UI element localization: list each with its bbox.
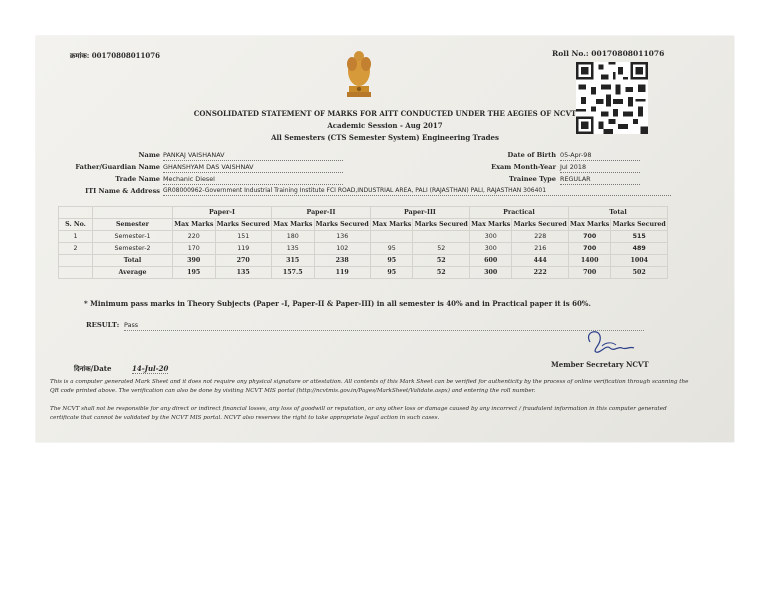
max-marks-header: Max Marks (173, 219, 216, 231)
header-blank (93, 207, 173, 219)
result-value: Pass (124, 321, 139, 329)
max-marks-header: Max Marks (370, 219, 413, 231)
marks-cell: 220 (173, 231, 216, 243)
marks-cell: 228 (512, 231, 568, 243)
trainee-label: Trainee Type (509, 175, 556, 183)
sno-cell: 1 (59, 231, 93, 243)
marks-cell: 238 (314, 255, 370, 267)
exam-label: Exam Month-Year (491, 163, 556, 171)
marks-cell: 444 (512, 255, 568, 267)
marks-secured-header: Marks Secured (413, 219, 469, 231)
marks-cell: 157.5 (271, 267, 314, 279)
exam-month-year: Jul 2018 (560, 163, 640, 173)
marks-cell: 300 (469, 267, 512, 279)
marks-cell: 700 (568, 243, 611, 255)
marks-cell: 95 (370, 243, 413, 255)
max-marks-header: Max Marks (271, 219, 314, 231)
marks-cell: 195 (173, 267, 216, 279)
issue-date: 14-Jul-20 (132, 364, 169, 373)
member-secretary: Member Secretary NCVT (551, 360, 649, 369)
marks-secured-header: Marks Secured (611, 219, 668, 231)
marks-cell: 52 (413, 255, 469, 267)
marks-cell: 95 (370, 267, 413, 279)
marks-cell: 315 (271, 255, 314, 267)
max-marks-header: Max Marks (469, 219, 512, 231)
sno-header: S. No. (59, 219, 93, 231)
total-label: Total (93, 255, 173, 267)
marks-cell (413, 231, 469, 243)
marks-cell: 270 (215, 255, 271, 267)
iti-address: GR08000962-Government Industrial Training Institute FCI ROAD,INDUSTRIAL AREA, PALI (RAJASTHAN) PALI, RAJASTHAN 306401 (163, 187, 671, 196)
group-total: Total (568, 207, 667, 219)
date-of-birth: 05-Apr-98 (560, 151, 640, 161)
disclaimer-verification: This is a computer generated Mark Sheet and it does not require any physical signature or attestation. All contents of this Mark Sheet can be verified for authenticity by the process of online verification through scanning the QR code printed above. The verification can also be done by visiting NCVT MIS portal (http://ncvtmis.gov.in/Pages/MarkSheet/Validate.aspx) and entering the roll number. (50, 379, 689, 394)
marks-cell: 700 (568, 267, 611, 279)
marks-cell: 515 (611, 231, 668, 243)
father-label: Father/Guardian Name (75, 163, 160, 171)
semester-system: All Semesters (CTS Semester System) Engineering Trades (271, 133, 499, 142)
disclaimer-liability: The NCVT shall not be responsible for any direct or indirect financial losses, any loss of goodwill or reputation, or any other loss or damage caused by any incorrect / fraudulent information in this computer generated certificate that cannot be validated by the NCVT MIS portal. NCVT also reserves the right to take appropriate legal action in such cases. (50, 406, 667, 421)
father-name: GHANSHYAM DAS VAISHNAV (163, 163, 343, 173)
marks-cell: 390 (173, 255, 216, 267)
marks-cell: 151 (215, 231, 271, 243)
header-blank (59, 207, 93, 219)
sno-cell: 2 (59, 243, 93, 255)
marks-cell: 1004 (611, 255, 668, 267)
average-label: Average (93, 267, 173, 279)
marks-cell: 95 (370, 255, 413, 267)
result-label: RESULT: (86, 321, 120, 329)
trainee-type: REGULAR (560, 175, 640, 185)
marks-secured-header: Marks Secured (314, 219, 370, 231)
marks-cell: 136 (314, 231, 370, 243)
academic-session: Academic Session - Aug 2017 (327, 121, 443, 130)
marks-cell: 119 (215, 243, 271, 255)
iti-label: ITI Name & Address (85, 187, 160, 195)
marks-cell (370, 231, 413, 243)
marks-cell: 170 (173, 243, 216, 255)
semester-cell: Semester-2 (93, 243, 173, 255)
group-paper-2: Paper-II (271, 207, 370, 219)
divider (124, 330, 644, 331)
marks-cell: 102 (314, 243, 370, 255)
marks-cell: 222 (512, 267, 568, 279)
student-name: PANKAJ VAISHANAV (163, 151, 343, 161)
max-marks-header: Max Marks (568, 219, 611, 231)
date-label: दिनांक/Date (74, 364, 112, 373)
sno-cell (59, 255, 93, 267)
group-paper-3: Paper-III (370, 207, 469, 219)
marks-cell: 700 (568, 231, 611, 243)
sno-cell (59, 267, 93, 279)
roll-number: Roll No.: 00170808011076 (552, 49, 665, 58)
semester-cell: Semester-1 (93, 231, 173, 243)
group-paper-1: Paper-I (173, 207, 272, 219)
semester-header: Semester (93, 219, 173, 231)
marks-cell: 502 (611, 267, 668, 279)
average-row (59, 267, 668, 279)
national-emblem-icon (339, 46, 379, 102)
marks-cell: 1400 (568, 255, 611, 267)
marks-cell: 216 (512, 243, 568, 255)
document-title: CONSOLIDATED STATEMENT OF MARKS FOR AITT CONDUCTED UNDER THE AEGIES OF NCVT (193, 109, 577, 118)
marksheet (36, 36, 734, 442)
name-label: Name (138, 151, 160, 159)
signature-icon (576, 326, 636, 358)
marks-cell: 52 (413, 267, 469, 279)
marks-cell: 300 (469, 243, 512, 255)
marks-cell: 180 (271, 231, 314, 243)
marks-secured-header: Marks Secured (215, 219, 271, 231)
marks-cell: 52 (413, 243, 469, 255)
trade-name: Mechanic Diesel (163, 175, 343, 185)
marks-cell: 300 (469, 231, 512, 243)
dob-label: Date of Birth (507, 151, 556, 159)
serial-number: क्रमांक: 00170808011076 (70, 51, 160, 60)
pass-marks-note: * Minimum pass marks in Theory Subjects (Paper -I, Paper-II & Paper-III) in all semester is 40% and in Practical paper it is 60%. (84, 299, 591, 308)
group-practical: Practical (469, 207, 568, 219)
trade-label: Trade Name (115, 175, 160, 183)
total-row (59, 255, 668, 267)
marks-table (58, 206, 668, 279)
marks-cell: 135 (271, 243, 314, 255)
table-row (59, 243, 668, 255)
marks-cell: 489 (611, 243, 668, 255)
marks-cell: 135 (215, 267, 271, 279)
marks-cell: 600 (469, 255, 512, 267)
marks-cell: 119 (314, 267, 370, 279)
marks-secured-header: Marks Secured (512, 219, 568, 231)
table-row (59, 231, 668, 243)
